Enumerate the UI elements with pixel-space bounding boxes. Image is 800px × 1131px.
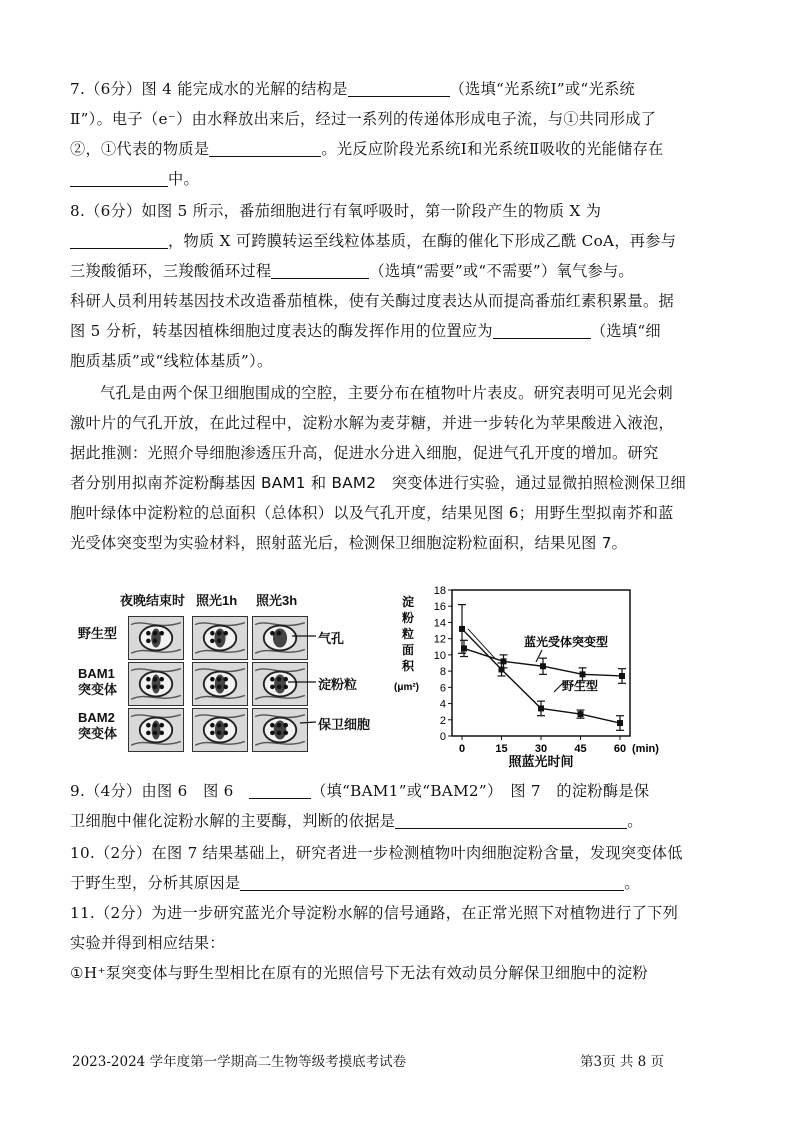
x-tick-label: 0 <box>458 743 466 755</box>
q7-text: 中。 <box>168 170 199 188</box>
y-tick-label: 2 <box>439 714 446 727</box>
q7-answer-blank-3[interactable] <box>70 168 168 187</box>
passage-line3: 据此推测：光照介导细胞渗透压升高，促进水分进入细胞，促进气孔开度的增加。研究 <box>70 444 659 462</box>
data-point <box>538 705 544 711</box>
q7-line2: Ⅱ”）。电子（e⁻）由水释放出来后，经过一系列的传递体形成电子流，与①共同形成了 <box>70 110 657 128</box>
q11-line3: ①H⁺泵突变体与野生型相比在原有的光照信号下无法有效动员分解保卫细胞中的淀粉 <box>70 964 648 982</box>
fig6-micrograph-r1-c3 <box>252 616 308 660</box>
y-tick-label: 12 <box>433 633 446 646</box>
q9-answer-blank-2[interactable] <box>395 810 627 829</box>
y-axis-label-char: 面 <box>402 643 415 657</box>
footer-page-number: 第3页 共 8 页 <box>580 1054 665 1070</box>
y-axis-label-char: 粒 <box>402 627 415 641</box>
y-tick-label: 10 <box>433 649 446 662</box>
q10-text: 于野生型，分析其原因是 <box>70 874 241 892</box>
q7-text: 7.（6分）图 4 能完成水的光解的结构是 <box>70 80 348 98</box>
fig6-col-header-night-end: 夜晚结束时 <box>120 593 186 608</box>
passage-line1: 气孔是由两个保卫细胞围成的空腔，主要分布在植物叶片表皮。研究表明可见光会刺 <box>100 384 674 402</box>
fig6-micrograph-r3-c2 <box>192 708 248 752</box>
x-tick-label: 60 <box>613 743 627 755</box>
fig6-callout-stoma: 气孔 <box>318 631 345 646</box>
fig6-callout-guard-cell: 保卫细胞 <box>318 717 371 732</box>
series-label-wildtype: 野生型 <box>562 679 599 693</box>
q7-line1 <box>70 74 732 104</box>
y-tick-label: 0 <box>439 731 446 743</box>
q8-answer-blank-3[interactable] <box>493 320 591 339</box>
fig6-micrograph-r2-c1 <box>128 662 184 706</box>
series-label-receptor-mutant: 蓝光受体突变型 <box>524 635 609 649</box>
fig6-micrograph-r1-c1 <box>128 616 184 660</box>
q8-text: 三羧酸循环，三羧酸循环过程 <box>70 262 272 280</box>
fig6-row-header-bam2: BAM2 突变体 <box>78 710 118 741</box>
guard-cell-drawing <box>193 709 247 751</box>
fig6-callout-starch-granule: 淀粉粒 <box>318 677 358 692</box>
q8-text: （选填“细 <box>590 322 661 340</box>
data-point <box>540 663 546 669</box>
figure-6-micrographs <box>78 590 398 750</box>
series-label-arrow <box>536 650 542 662</box>
y-axis-label-char: 粉 <box>402 611 415 625</box>
guard-cell-drawing <box>129 663 183 705</box>
q9-text: 9.（4分）由图 6 图 6 <box>70 782 250 800</box>
q10-text: 。 <box>624 874 640 892</box>
guard-cell-drawing <box>129 617 183 659</box>
fig6-micrograph-r3-c3 <box>252 708 308 752</box>
q8-text: （选填“需要”或“不需要”）氧气参与。 <box>369 262 634 280</box>
fig6-micrograph-r2-c2 <box>192 662 248 706</box>
q8-line1: 8.（6分）如图 5 所示，番茄细胞进行有氧呼吸时，第一阶段产生的物质 X 为 <box>70 202 602 220</box>
data-point <box>499 666 505 672</box>
q10-answer-blank[interactable] <box>240 872 624 891</box>
y-tick-label: 4 <box>439 698 446 711</box>
q9-text: 卫细胞中催化淀粉水解的主要酶，判断的依据是 <box>70 812 396 830</box>
passage-line6: 光受体突变型为实验材料，照射蓝光后，检测保卫细胞淀粉粒面积，结果见图 7。 <box>70 534 628 552</box>
passage-line4: 者分别用拟南芥淀粉酶基因 BAM1 和 BAM2 突变体进行实验，通过显微拍照检测保卫细 <box>70 474 687 492</box>
q7-line4 <box>70 164 732 194</box>
guard-cell-drawing <box>253 709 307 751</box>
guard-cell-drawing <box>129 709 183 751</box>
data-point <box>459 626 465 632</box>
q8-answer-blank-1[interactable] <box>70 230 168 249</box>
q8-text: ，物质 X 可跨膜转运至线粒体基质，在酶的催化下形成乙酰 CoA，再参与 <box>168 232 677 250</box>
q9-line1 <box>70 776 732 806</box>
y-tick-label: 16 <box>433 601 446 614</box>
guard-cell-drawing <box>193 663 247 705</box>
q8-line5 <box>70 316 732 346</box>
q8-line6: 胞质基质”或“线粒体基质”）。 <box>70 352 273 370</box>
fig6-micrograph-r3-c1 <box>128 708 184 752</box>
y-tick-label: 6 <box>439 682 446 695</box>
q7-text: 。光反应阶段光系统Ⅰ和光系统Ⅱ吸收的光能储存在 <box>321 140 664 158</box>
q8-line3 <box>70 256 732 286</box>
q8-text: 图 5 分析，转基因植株细胞过度表达的酶发挥作用的位置应为 <box>70 322 493 340</box>
q11-line2: 实验并得到相应结果： <box>70 934 225 952</box>
q8-line2 <box>70 226 732 256</box>
y-tick-label: 18 <box>433 585 446 597</box>
y-axis-label-char: 淀 <box>402 595 415 609</box>
passage-line5: 胞叶绿体中淀粉粒的总面积（总体积）以及气孔开度，结果见图 6；用野生型拟南芥和蓝 <box>70 504 674 522</box>
q9-text: （填“BAM1”或“BAM2”） 图 7 <box>311 782 557 800</box>
fig6-row-header-wildtype: 野生型 <box>78 626 118 641</box>
fig6-row-header-bam1: BAM1 突变体 <box>78 666 118 697</box>
q9-answer-blank-1[interactable] <box>249 780 311 799</box>
q11-line1: 11.（2分）为进一步研究蓝光介导淀粉水解的信号通路，在正常光照下对植物进行了下列 <box>70 904 679 922</box>
guard-cell-drawing <box>253 663 307 705</box>
figure-7-chart <box>392 578 702 769</box>
x-tick-label: 45 <box>574 743 587 755</box>
q8-line4: 科研人员利用转基因技术改造番茄植株，使有关酶过度表达从而提高番茄红素积累量。据 <box>70 292 675 310</box>
q7-answer-blank-2[interactable] <box>209 138 321 157</box>
x-tick-label: 15 <box>495 743 508 755</box>
data-point <box>580 671 586 677</box>
fig6-micrograph-r1-c2 <box>192 616 248 660</box>
y-axis-label-char: 积 <box>402 659 415 673</box>
fig6-col-header-light-1h: 照光1h <box>196 593 238 608</box>
footer-exam-title: 2023-2024 学年度第一学期高二生物等级考摸底考试卷 <box>72 1054 407 1070</box>
q7-line3 <box>70 134 732 164</box>
data-point <box>578 711 584 717</box>
guard-cell-drawing <box>193 617 247 659</box>
x-axis-label: 照蓝光时间 <box>508 754 574 769</box>
x-tick-label: 30 <box>534 743 548 755</box>
passage-line2: 激叶片的气孔开放，在此过程中，淀粉水解为麦芽糖，并进一步转化为苹果酸进入液泡， <box>70 414 675 432</box>
q7-text: ②，①代表的物质是 <box>70 140 210 158</box>
y-tick-label: 8 <box>439 666 446 679</box>
data-point <box>619 673 625 679</box>
q9-line2 <box>70 806 732 836</box>
q9-text: 的淀粉酶是保 <box>556 782 650 800</box>
q10-line1: 10.（2分）在图 7 结果基础上，研究者进一步检测植物叶肉细胞淀粉含量，发现突变体低 <box>70 844 683 862</box>
fig6-micrograph-r2-c3 <box>252 662 308 706</box>
q8-answer-blank-2[interactable] <box>271 260 369 279</box>
y-axis-unit: (μm²) <box>394 682 419 693</box>
q10-line2 <box>70 868 732 898</box>
x-unit-label: (min) <box>632 743 659 755</box>
guard-cell-drawing <box>253 617 307 659</box>
fig6-col-header-light-3h: 照光3h <box>256 593 298 608</box>
data-point <box>617 720 623 726</box>
q7-answer-blank-1[interactable] <box>348 78 450 97</box>
q9-text: 。 <box>627 812 643 830</box>
y-tick-label: 14 <box>433 617 446 630</box>
q7-text: （选填“光系统Ⅰ”或“光系统 <box>449 80 635 98</box>
